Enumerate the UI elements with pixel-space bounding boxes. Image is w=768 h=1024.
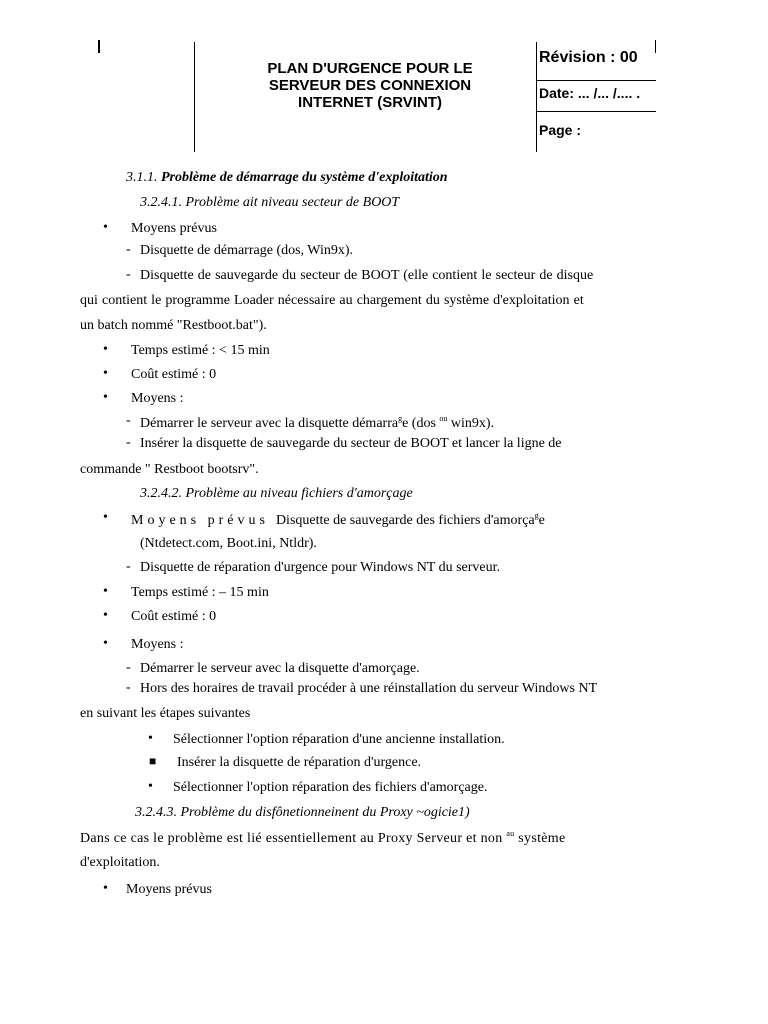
header-right-mark [655,40,656,53]
subsection-heading-3241: 3.2.4.1. Problème ait niveau secteur de BOOT [140,195,400,210]
sub-step-inserer-disquette: Insérer la disquette de réparation d'urgence. [177,755,422,770]
sub-step-fichiers-amorcage: Sélectionner l'option réparation des fichiers d'amorçage. [173,780,488,795]
list-item-disquette-reparation: Disquette de réparation d'urgence pour Windows NT du serveur. [140,560,501,575]
paragraph-line: (Ntdetect.com, Boot.ini, Ntldr). [140,536,317,551]
paragraph-text: système [514,831,566,846]
temps-estime: Temps estimé : – 15 min [131,585,269,600]
cout-estime: Coût estimé : 0 [131,367,217,382]
moyens-text: e [538,513,545,528]
temps-estime: Temps estimé : < 15 min [131,343,270,358]
superscript: au [506,829,515,838]
paragraph-line: commande " Restboot bootsrv". [80,462,259,477]
date-label: Date: ... /... /.... . [539,85,641,101]
bullet-icon: • [103,390,108,405]
dash-icon: - [126,680,131,695]
step-demarrer-serveur [140,414,494,432]
section-number-311: 3.1.1. [126,170,158,185]
bullet-icon: • [103,608,108,623]
bullet-icon: • [103,636,108,651]
cout-estime: Coût estimé : 0 [131,609,217,624]
moyens-prevus-label: Moyens prévus [126,882,212,897]
bullet-icon: • [103,510,108,525]
moyens-text: Disquette de sauvegarde des fichiers d'amorça [275,513,535,528]
title-line-1: PLAN D'URGENCE POUR LE [267,60,473,77]
moyens-prevus-label: Moyens prévus [131,221,217,236]
paragraph-line [80,829,565,847]
dash-icon: - [126,660,131,675]
header-divider-right [536,42,537,152]
superscript: g [398,414,403,423]
section-title-311: Problème de démarrage du système d'exploitation [161,170,448,185]
superscript: g [534,511,539,520]
header-row-line-1 [537,80,656,81]
revision-label: Révision : 00 [539,49,638,66]
bullet-icon: • [103,366,108,381]
step-text: win9x). [447,416,495,431]
sub-step-ancienne-installation: Sélectionner l'option réparation d'une ancienne installation. [173,732,505,747]
step-text: Démarrer le serveur avec la disquette démarra [140,416,399,431]
dash-icon: - [126,435,131,450]
header-left-mark [98,40,100,53]
bullet-icon: • [103,342,108,357]
list-item-disquette-demarrage: Disquette de démarrage (dos, Win9x). [140,243,354,258]
paragraph-line: un batch nommé "Restboot.bat"). [80,318,267,333]
list-item-disquette-sauvegarde-l1: Disquette de sauvegarde du secteur de BOOT (elle contient le secteur de disque [140,268,594,283]
section-heading-311 [126,170,448,186]
header-row-line-2 [537,111,656,112]
superscript: ou [439,414,448,423]
paragraph-line: d'exploitation. [80,855,160,870]
paragraph-line: qui contient le programme Loader nécessaire au chargement du système d'exploitation et [80,293,584,308]
square-bullet-icon: ■ [149,754,157,768]
moyens-label: Moyens : [131,391,184,406]
paragraph-text: Dans ce cas le problème est lié essentiellement au Proxy Serveur et non [80,831,507,846]
title-line-3: INTERNET (SRVINT) [298,94,442,111]
step-demarrer-amorcage: Démarrer le serveur avec la disquette d'amorçage. [140,661,420,676]
document-title [205,60,535,111]
step-inserer-disquette: Insérer la disquette de sauvegarde du secteur de BOOT et lancer la ligne de [140,436,562,451]
moyens-prevus-label: Moyens prévus [131,513,269,528]
bullet-icon: • [148,731,153,746]
page-label: Page : [539,122,582,138]
bullet-icon: • [103,220,108,235]
title-line-2: SERVEUR DES CONNEXION [268,77,472,94]
subsection-heading-3243: 3.2.4.3. Problème du disfônetionneinent du Proxy ~ogicie1) [135,805,470,820]
dash-icon: - [126,267,131,282]
header-divider-left [194,42,195,152]
paragraph-line: en suivant les étapes suivantes [80,706,251,721]
bullet-icon: • [103,881,108,896]
moyens-label: Moyens : [131,637,184,652]
bullet-icon: • [148,779,153,794]
dash-icon: - [126,242,131,257]
dash-icon: - [126,413,131,428]
bullet-icon: • [103,584,108,599]
step-reinstallation: Hors des horaires de travail procéder à une réinstallation du serveur Windows NT [140,681,598,696]
dash-icon: - [126,559,131,574]
subsection-heading-3242: 3.2.4.2. Problème au niveau fichiers d'amorçage [140,486,413,501]
moyens-prevus-line [131,511,545,529]
step-text: e (dos [402,416,440,431]
